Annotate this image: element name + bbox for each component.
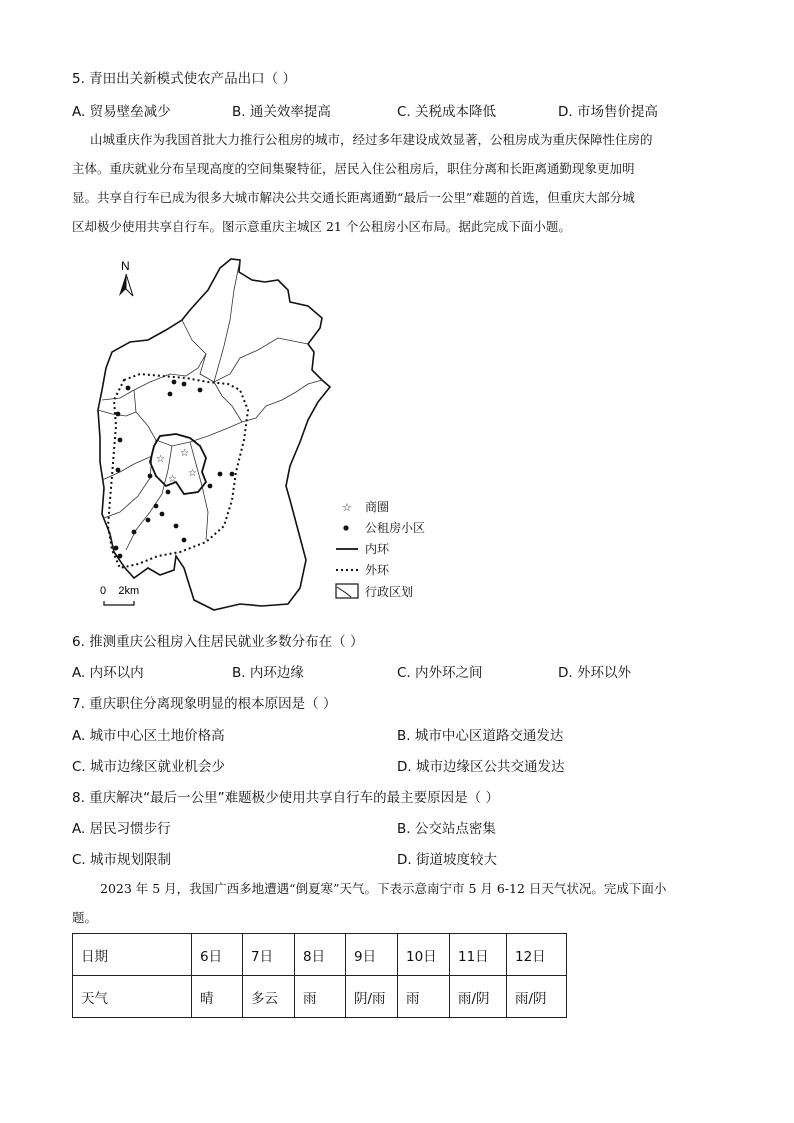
q6-option-b: B. 内环边缘 bbox=[232, 665, 304, 681]
legend-label: 行政区划 bbox=[365, 585, 414, 599]
outer-ring bbox=[108, 374, 248, 568]
table-cell: 日期 bbox=[73, 934, 192, 976]
q5-stem: 5. 青田出关新模式使农产品出口（ ） bbox=[72, 71, 296, 87]
north-label: N bbox=[121, 259, 130, 273]
rental-housing-dot bbox=[116, 412, 121, 417]
weather-table bbox=[72, 933, 567, 1018]
rental-housing-dot bbox=[182, 538, 187, 543]
rental-housing-dot bbox=[160, 512, 165, 517]
rental-housing-dot bbox=[132, 530, 137, 535]
rental-housing-dot bbox=[172, 380, 177, 385]
q8-option-b: B. 公交站点密集 bbox=[397, 821, 496, 837]
star-icon: ☆ bbox=[156, 454, 165, 465]
table-cell: 8日 bbox=[295, 934, 346, 976]
rental-housing-dot bbox=[168, 392, 173, 397]
rental-housing-dot bbox=[218, 472, 223, 477]
rental-housing-dot bbox=[198, 388, 203, 393]
boundary-icon bbox=[336, 584, 358, 598]
table-cell: 雨/阴 bbox=[450, 976, 507, 1018]
passage-line: 显。共享自行车已成为很多大城市解决公共交通长距离通勤“最后一公里”难题的首选，但重庆大部分城 bbox=[72, 190, 635, 205]
table-row bbox=[73, 976, 567, 1018]
rental-housing-dot bbox=[126, 386, 131, 391]
q5-option-c: C. 关税成本降低 bbox=[397, 104, 497, 120]
q7-option-d: D. 城市边缘区公共交通发达 bbox=[397, 759, 565, 775]
q7-option-a: A. 城市中心区土地价格高 bbox=[72, 728, 225, 744]
q5-option-a: A. 贸易壁垒减少 bbox=[72, 104, 171, 120]
map-legend bbox=[336, 499, 425, 599]
q8-stem: 8. 重庆解决“最后一公里”难题极少使用共享自行车的最主要原因是（ ） bbox=[72, 790, 499, 806]
star-icon: ☆ bbox=[168, 474, 177, 485]
rental-housing-dot bbox=[166, 490, 171, 495]
district-boundaries bbox=[98, 260, 322, 550]
table-cell: 雨/阴 bbox=[507, 976, 567, 1018]
passage-line: 题。 bbox=[72, 910, 98, 925]
dot-icon bbox=[343, 525, 348, 530]
q7-option-b: B. 城市中心区道路交通发达 bbox=[397, 728, 564, 744]
scale-bar bbox=[100, 585, 139, 605]
table-cell: 晴 bbox=[192, 976, 243, 1018]
table-row bbox=[73, 934, 567, 976]
passage-chongqing bbox=[72, 125, 722, 241]
legend-label: 内环 bbox=[365, 542, 390, 556]
q8-option-c: C. 城市规划限制 bbox=[72, 852, 172, 868]
rental-housing-dot bbox=[154, 504, 159, 509]
table-cell: 7日 bbox=[243, 934, 295, 976]
q7-stem: 7. 重庆职住分离现象明显的根本原因是（ ） bbox=[72, 696, 337, 712]
passage-line: 2023 年 5 月，我国广西多地遭遇“倒夏寒”天气。下表示意南宁市 5 月 6-12 日天气状况。完成下面小 bbox=[100, 881, 667, 896]
q5-option-b: B. 通关效率提高 bbox=[232, 104, 331, 120]
table-cell: 雨 bbox=[398, 976, 450, 1018]
city-boundary bbox=[98, 259, 330, 610]
table-cell: 雨 bbox=[295, 976, 346, 1018]
legend-label: 公租房小区 bbox=[365, 521, 426, 535]
scale-label: 0 2km bbox=[100, 585, 140, 597]
north-arrow-icon bbox=[119, 259, 133, 296]
rental-housing-dot bbox=[118, 438, 123, 443]
table-cell: 6日 bbox=[192, 934, 243, 976]
star-icon: ☆ bbox=[188, 468, 197, 479]
rental-housing-dot bbox=[208, 484, 213, 489]
legend-label: 外环 bbox=[365, 563, 390, 577]
rental-housing-dot bbox=[148, 474, 153, 479]
rental-housing-dot bbox=[116, 468, 121, 473]
rental-housing-dot bbox=[174, 524, 179, 529]
q8-option-a: A. 居民习惯步行 bbox=[72, 821, 171, 837]
rental-housing-dot bbox=[118, 554, 123, 559]
table-cell: 天气 bbox=[73, 976, 192, 1018]
legend-label: 商圈 bbox=[365, 500, 390, 514]
passage-line: 主体。重庆就业分布呈现高度的空间集聚特征，居民入住公租房后，职住分离和长距离通勤现象更加明 bbox=[72, 161, 635, 176]
passage-nanning bbox=[72, 874, 722, 932]
q7-option-c: C. 城市边缘区就业机会少 bbox=[72, 759, 226, 775]
table-cell: 9日 bbox=[346, 934, 398, 976]
table-cell: 10日 bbox=[398, 934, 450, 976]
rental-housing-dot bbox=[146, 518, 151, 523]
q6-option-a: A. 内环以内 bbox=[72, 665, 144, 681]
business-stars bbox=[156, 448, 197, 485]
rental-housing-dots bbox=[114, 380, 235, 559]
q6-stem: 6. 推测重庆公租房入住居民就业多数分布在（ ） bbox=[72, 634, 364, 650]
rental-housing-dot bbox=[182, 382, 187, 387]
rental-housing-dot bbox=[114, 546, 119, 551]
q6-option-d: D. 外环以外 bbox=[558, 665, 631, 681]
table-cell: 多云 bbox=[243, 976, 295, 1018]
table-cell: 11日 bbox=[450, 934, 507, 976]
passage-line: 山城重庆作为我国首批大力推行公租房的城市，经过多年建设成效显著，公租房成为重庆保障性住房的 bbox=[90, 132, 653, 147]
q5-option-d: D. 市场售价提高 bbox=[558, 104, 658, 120]
passage-line: 区却极少使用共享自行车。图示意重庆主城区 21 个公租房小区布局。据此完成下面小题。 bbox=[72, 219, 571, 234]
table-cell: 阴/雨 bbox=[346, 976, 398, 1018]
q8-option-d: D. 街道坡度较大 bbox=[397, 852, 497, 868]
star-icon: ☆ bbox=[342, 502, 352, 514]
rental-housing-dot bbox=[230, 472, 235, 477]
table-cell: 12日 bbox=[507, 934, 567, 976]
star-icon: ☆ bbox=[180, 448, 189, 459]
chongqing-map bbox=[90, 250, 450, 612]
q6-option-c: C. 内外环之间 bbox=[397, 665, 483, 681]
